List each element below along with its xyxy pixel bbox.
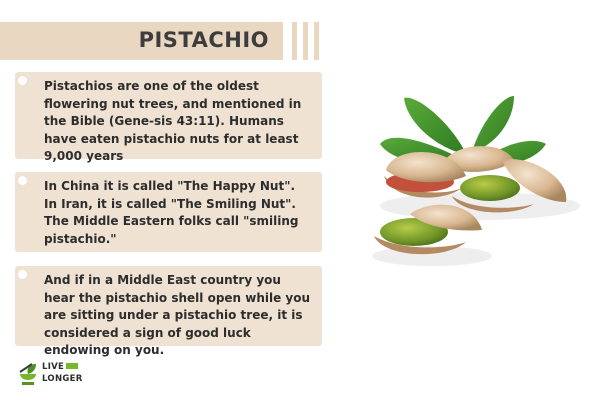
page-title: PISTACHIO [138, 28, 269, 52]
fact-card [15, 266, 322, 357]
leaf-icon [472, 96, 514, 152]
title-stripe [303, 22, 308, 60]
live-longer-logo [16, 362, 106, 392]
title-stripe [314, 22, 319, 60]
mortar-pestle-leaf-icon [16, 362, 40, 388]
pistachio-illustration [362, 84, 588, 272]
fact-text: Pistachios are one of the oldest flowering nut trees, and mentioned in the Bible (Gene-sis 43:11). Humans have eaten pistachio nuts for at least 9,000 years [44, 79, 302, 163]
bullet-dot-icon [18, 270, 27, 279]
logo-line1: LIVE [42, 362, 65, 372]
title-stripe [292, 22, 297, 60]
logo-line2: LONGER [42, 374, 83, 384]
fact-text: And if in a Middle East country you hear the pistachio shell open while you are sitting under a pistachio tree, it is considered a sign of good luck endowing on you. [44, 273, 311, 357]
bullet-dot-icon [18, 76, 27, 85]
fact-card [15, 172, 322, 252]
fact-text: In China it is called "The Happy Nut". In Iran, it is called "The Smiling Nut". The Middle Eastern folks call "smiling pistachio." [44, 179, 299, 246]
pistachio-nut [460, 175, 520, 201]
title-bar [0, 22, 283, 60]
fact-card [15, 72, 322, 163]
logo-badge [66, 363, 78, 369]
bullet-dot-icon [18, 176, 27, 185]
